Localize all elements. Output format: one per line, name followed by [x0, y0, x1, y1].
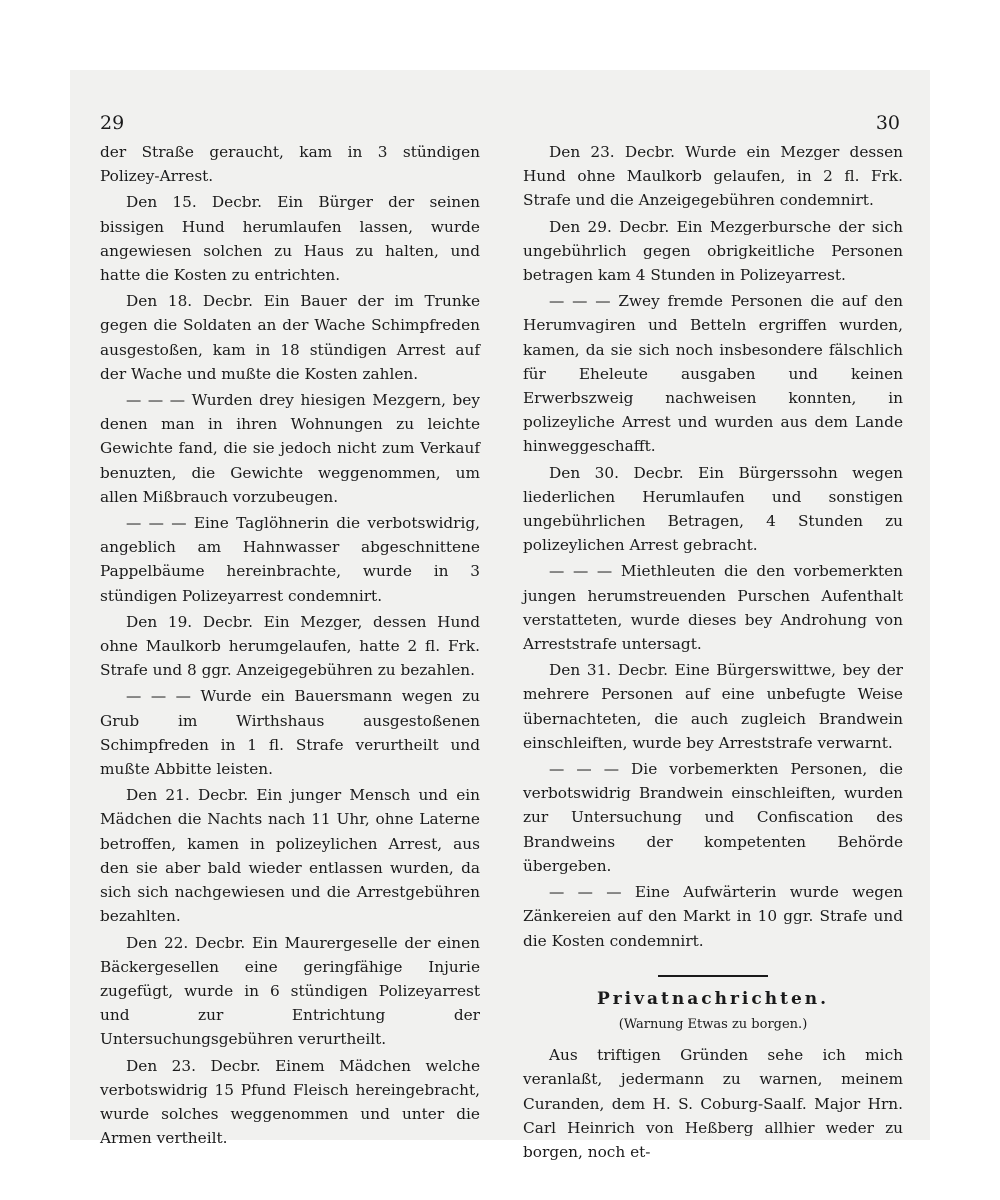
- paragraph: Den 30. Decbr. Ein Bürgerssohn wegen liederlichen Herumlaufen und sonstigen ungebührlichen Betragen, 4 Stunden zu polizeylichen Arrest gebracht.: [523, 463, 903, 555]
- paragraph: — — — Wurden drey hiesigen Mezgern, bey denen man in ihren Wohnungen zu leichte Gewichte fand, die sie jedoch nicht zum Verkauf benuzten, die Gewichte weggenommen, um allen Mißbrauch vorzubeugen.: [100, 391, 480, 506]
- paragraph: Den 23. Decbr. Wurde ein Mezger dessen Hund ohne Maulkorb gelaufen, in 2 fl. Frk. Strafe und die Anzeigegebühren condemnirt.: [523, 143, 903, 210]
- page-number-right: 30: [875, 112, 900, 134]
- paragraph: Den 21. Decbr. Ein junger Mensch und ein Mädchen die Nachts nach 11 Uhr, ohne Laterne betroffen, kamen in polizeylichen Arrest, aus den sie aber bald wieder entlassen wurden, da sich sich nachgewiesen und die Arrestgebühren bezahlten.: [100, 786, 480, 926]
- paragraph: — — — Miethleuten die den vorbemerkten jungen herumstreuenden Purschen Aufenthalt verstatteten, wurde dieses bey Androhung von Arreststrafe untersagt.: [523, 562, 903, 654]
- paragraph: Den 18. Decbr. Ein Bauer der im Trunke gegen die Soldaten an der Wache Schimpfreden ausgestoßen, kam in 18 stündigen Arrest auf der Wache und mußte die Kosten zahlen.: [100, 292, 480, 383]
- paragraph: Den 31. Decbr. Eine Bürgerswittwe, bey der mehrere Personen auf eine unbefugte Weise übernachteten, die auch zugleich Brandwein einschleiften, wurde bey Arreststrafe verwarnt.: [523, 661, 903, 752]
- page-number-left: 29: [100, 112, 125, 134]
- paragraph: — — — Die vorbemerkten Personen, die verbotswidrig Brandwein einschleiften, wurden zur Untersuchung und Confiscation des Brandweins der kompetenten Behörde übergeben.: [523, 760, 903, 875]
- paragraph: Den 19. Decbr. Ein Mezger, dessen Hund ohne Maulkorb herumgelaufen, hatte 2 fl. Frk. Strafe und 8 ggr. Anzeigegebühren zu bezahlen.: [100, 612, 480, 680]
- paragraph: — — — Wurde ein Bauersmann wegen zu Grub im Wirthshaus ausgestoßenen Schimpfreden in 1 fl. Strafe verurtheilt und mußte Abbitte leisten.: [100, 687, 480, 779]
- paragraph: — — — Eine Aufwärterin wurde wegen Zänkereien auf den Markt in 10 ggr. Strafe und die Kosten condemnirt.: [523, 883, 903, 950]
- newspaper-spread: [70, 70, 930, 1161]
- paragraph: Den 23. Decbr. Einem Mädchen welche verbotswidrig 15 Pfund Fleisch hereingebracht, wurde solches weggenommen und unter die Armen vertheilt.: [100, 1056, 480, 1148]
- paragraph: Den 15. Decbr. Ein Bürger der seinen bissigen Hund herumlaufen lassen, wurde angewiesen solchen zu Haus zu halten, und hatte die Kosten zu entrichten.: [100, 193, 480, 285]
- paragraph: Den 22. Decbr. Ein Maurergeselle der einen Bäckergesellen eine geringfähige Injurie zugefügt, wurde in 6 stündigen Polizeyarrest und zur Entrichtung der Untersuchungsgebühren verurtheilt.: [100, 933, 480, 1049]
- section-divider: [658, 975, 768, 977]
- section-subheading: (Warnung Etwas zu borgen.): [618, 1016, 808, 1032]
- paragraph: — — — Zwey fremde Personen die auf den Herumvagiren und Betteln ergriffen wurden, kamen, da sie sich noch insbesondere fälschlich für Eheleute ausgaben und keinen Erwerbszweig nachweisen konnten, in polizeyliche Arrest und wurden aus dem Lande hinweggeschafft.: [523, 292, 903, 456]
- paragraph: der Straße geraucht, kam in 3 stündigen Polizey-Arrest.: [100, 143, 480, 186]
- paragraph: — — — Eine Taglöhnerin die verbotswidrig, angeblich am Hahnwasser abgeschnittene Pappelbäume hereinbrachte, wurde in 3 stündigen Polizeyarrest condemnirt.: [100, 514, 480, 605]
- section-heading: Privatnachrichten.: [596, 988, 830, 1009]
- right-column: [523, 140, 903, 1166]
- paragraph: Den 29. Decbr. Ein Mezgerbursche der sich ungebührlich gegen obrigkeitliche Personen betragen kam 4 Stunden in Polizeyarrest.: [523, 217, 903, 285]
- paragraph: Aus triftigen Gründen sehe ich mich veranlaßt, jedermann zu warnen, meinem Curanden, dem H. S. Coburg-Saalf. Major Hrn. Carl Heinrich von Heßberg allhier weder zu borgen, noch et-: [523, 1046, 903, 1161]
- left-column: [100, 140, 480, 1152]
